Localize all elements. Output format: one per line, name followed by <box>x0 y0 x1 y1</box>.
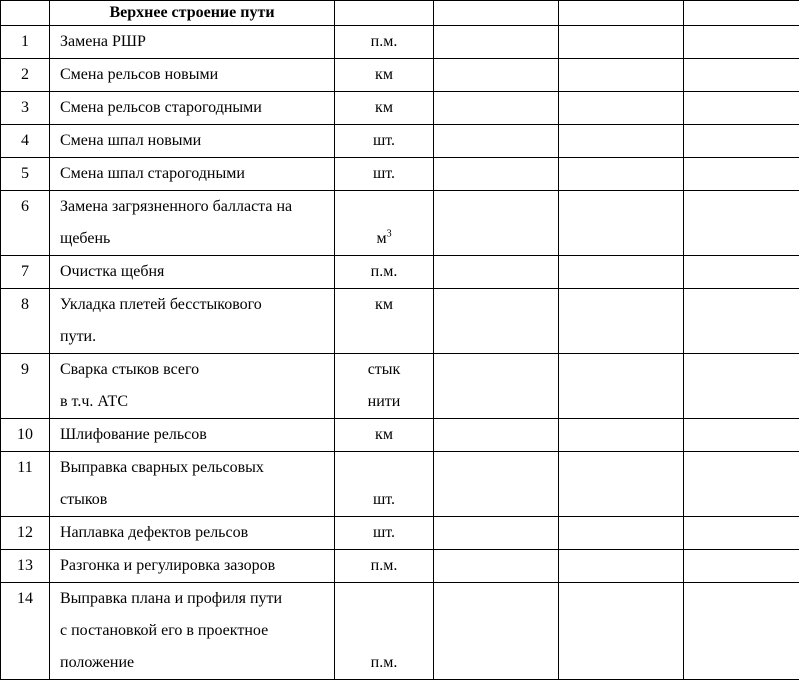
work-name <box>50 26 335 59</box>
empty-cell <box>684 289 799 354</box>
unit-of-measure <box>335 158 434 191</box>
empty-cell <box>684 158 799 191</box>
work-name-line: Смена шпал новыми <box>60 125 330 157</box>
work-name-line: Замена РШР <box>60 26 330 58</box>
unit-of-measure <box>335 256 434 289</box>
empty-cell <box>684 419 799 452</box>
empty-cell <box>559 59 684 92</box>
work-name <box>50 354 335 419</box>
empty-cell <box>434 59 559 92</box>
row-number: 1 <box>1 26 50 59</box>
unit-of-measure <box>335 517 434 550</box>
work-name <box>50 158 335 191</box>
table-row <box>1 59 799 92</box>
empty-cell <box>559 256 684 289</box>
row-number: 14 <box>1 583 50 680</box>
empty-cell <box>559 125 684 158</box>
unit-base: м <box>376 230 386 247</box>
empty-cell <box>559 517 684 550</box>
empty-cell <box>559 289 684 354</box>
empty-cell <box>684 59 799 92</box>
unit-of-measure <box>335 26 434 59</box>
table-row <box>1 289 799 354</box>
unit-line: шт. <box>335 486 433 516</box>
work-name <box>50 59 335 92</box>
work-name <box>50 550 335 583</box>
row-number: 3 <box>1 92 50 125</box>
empty-cell <box>434 92 559 125</box>
empty-cell <box>434 419 559 452</box>
table-row <box>1 354 799 419</box>
work-name-line: Смена шпал старогодными <box>60 158 330 190</box>
unit-line: км <box>335 92 433 124</box>
unit-line: п.м. <box>335 649 433 679</box>
empty-cell <box>559 26 684 59</box>
empty-cell <box>559 419 684 452</box>
row-number: 10 <box>1 419 50 452</box>
work-name-line: Очистка щебня <box>60 256 330 288</box>
work-name <box>50 256 335 289</box>
empty-cell <box>434 354 559 419</box>
unit-of-measure <box>335 191 434 256</box>
unit-of-measure <box>335 354 434 419</box>
empty-cell <box>434 256 559 289</box>
empty-cell <box>434 26 559 59</box>
unit-line: км <box>335 59 433 91</box>
empty-cell <box>434 125 559 158</box>
empty-cell <box>684 517 799 550</box>
unit-line: шт. <box>335 158 433 190</box>
table-row <box>1 256 799 289</box>
table-row <box>1 92 799 125</box>
row-number: 7 <box>1 256 50 289</box>
table-row <box>1 452 799 517</box>
work-name <box>50 419 335 452</box>
unit-of-measure <box>335 550 434 583</box>
empty-cell <box>434 452 559 517</box>
table-row <box>1 517 799 550</box>
work-name-line: щебень <box>60 223 330 255</box>
work-name-line: Выправка плана и профиля пути <box>60 583 330 615</box>
row-number: 5 <box>1 158 50 191</box>
work-name-line: Разгонка и регулировка зазоров <box>60 550 330 582</box>
table-row <box>1 125 799 158</box>
empty-cell <box>684 191 799 256</box>
unit-line: нити <box>335 386 433 418</box>
work-name-line: Смена рельсов старогодными <box>60 92 330 124</box>
empty-cell <box>434 289 559 354</box>
empty-cell <box>684 125 799 158</box>
table-row <box>1 26 799 59</box>
work-name <box>50 191 335 256</box>
empty-cell <box>559 191 684 256</box>
table-row <box>1 191 799 256</box>
empty-cell <box>684 452 799 517</box>
section-header: Верхнее строение пути <box>50 1 335 26</box>
work-name <box>50 289 335 354</box>
work-name-line: Наплавка дефектов рельсов <box>60 517 330 549</box>
unit-line: шт. <box>335 517 433 549</box>
empty-cell <box>559 550 684 583</box>
work-name-line: Шлифование рельсов <box>60 419 330 451</box>
empty-cell <box>434 158 559 191</box>
row-number: 12 <box>1 517 50 550</box>
work-name-line: с постановкой его в проектное <box>60 615 330 647</box>
unit-exponent: 3 <box>387 229 392 240</box>
work-name-line: в т.ч. АТС <box>60 386 330 418</box>
unit-line <box>335 225 433 255</box>
empty-cell <box>434 191 559 256</box>
row-number: 4 <box>1 125 50 158</box>
row-number: 11 <box>1 452 50 517</box>
empty-cell <box>684 26 799 59</box>
work-name-line: Сварка стыков всего <box>60 354 330 386</box>
unit-line: п.м. <box>335 256 433 288</box>
empty-cell <box>559 1 684 26</box>
unit-line: п.м. <box>335 550 433 582</box>
table-row <box>1 419 799 452</box>
unit-of-measure <box>335 419 434 452</box>
table-row <box>1 550 799 583</box>
empty-cell <box>434 1 559 26</box>
empty-cell <box>559 354 684 419</box>
empty-cell <box>434 550 559 583</box>
work-name <box>50 92 335 125</box>
empty-cell <box>1 1 50 26</box>
row-number: 6 <box>1 191 50 256</box>
empty-cell <box>684 583 799 680</box>
empty-cell <box>559 158 684 191</box>
empty-cell <box>684 92 799 125</box>
unit-line: п.м. <box>335 26 433 58</box>
unit-of-measure <box>335 452 434 517</box>
row-number: 8 <box>1 289 50 354</box>
empty-cell <box>559 92 684 125</box>
work-name-line: стыков <box>60 484 330 516</box>
empty-cell <box>434 517 559 550</box>
unit-of-measure <box>335 289 434 354</box>
row-number: 2 <box>1 59 50 92</box>
empty-cell <box>684 354 799 419</box>
empty-cell <box>559 583 684 680</box>
work-name-line: Замена загрязненного балласта на <box>60 191 330 223</box>
empty-cell <box>684 550 799 583</box>
table-row <box>1 583 799 680</box>
unit-line: стык <box>335 354 433 386</box>
table-header-row <box>1 1 799 26</box>
empty-cell <box>559 452 684 517</box>
unit-line: км <box>335 419 433 451</box>
unit-of-measure <box>335 92 434 125</box>
row-number: 9 <box>1 354 50 419</box>
row-number: 13 <box>1 550 50 583</box>
empty-cell <box>684 1 799 26</box>
work-name-line: Укладка плетей бесстыкового <box>60 289 330 321</box>
work-name <box>50 452 335 517</box>
empty-cell <box>335 1 434 26</box>
work-name <box>50 583 335 680</box>
work-name-line: положение <box>60 647 330 679</box>
work-name <box>50 517 335 550</box>
unit-of-measure <box>335 125 434 158</box>
work-name-line: Смена рельсов новыми <box>60 59 330 91</box>
unit-line: шт. <box>335 125 433 157</box>
unit-of-measure <box>335 59 434 92</box>
work-name-line: пути. <box>60 321 330 353</box>
work-name <box>50 125 335 158</box>
unit-line: км <box>335 289 433 321</box>
empty-cell <box>684 256 799 289</box>
empty-cell <box>434 583 559 680</box>
work-name-line: Выправка сварных рельсовых <box>60 452 330 484</box>
unit-of-measure <box>335 583 434 680</box>
table-row <box>1 158 799 191</box>
